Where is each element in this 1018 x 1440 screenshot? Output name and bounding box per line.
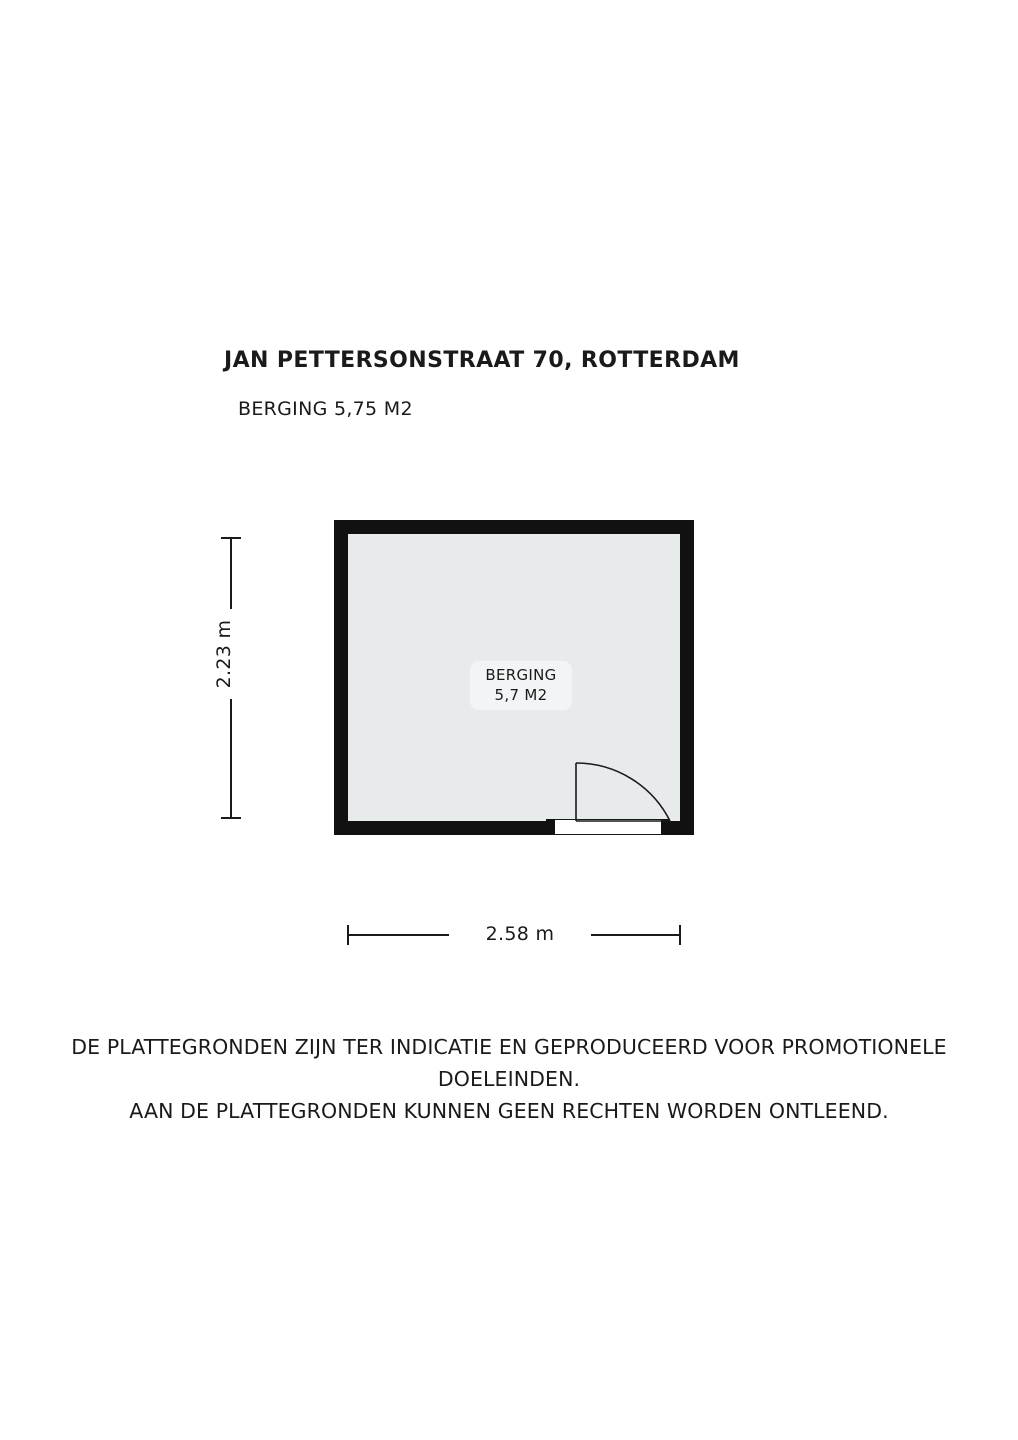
dimension-width-cap-right (679, 925, 681, 945)
dimension-height-cap-bottom (221, 817, 241, 819)
disclaimer (0, 1032, 1018, 1127)
room-area: 5,7 M2 (494, 686, 548, 705)
room-label-berging (470, 661, 572, 710)
dimension-height (213, 528, 246, 828)
disclaimer-line-1: DE PLATTEGRONDEN ZIJN TER INDICATIE EN GEPRODUCEERD VOOR PROMOTIONELE DOELEINDEN. (71, 1035, 947, 1091)
page-subtitle: BERGING 5,75 M2 (238, 398, 413, 420)
disclaimer-line-2: AAN DE PLATTEGRONDEN KUNNEN GEEN RECHTEN WORDEN ONTLEEND. (129, 1098, 889, 1123)
page-title: JAN PETTERSONSTRAAT 70, ROTTERDAM (224, 348, 740, 373)
dimension-width (344, 920, 684, 950)
door-jamb-left (546, 819, 555, 835)
dimension-width-label: 2.58 m (449, 923, 591, 945)
door-swing-icon (556, 757, 676, 827)
dimension-height-label: 2.23 m (210, 609, 238, 699)
room-name: BERGING (485, 666, 557, 684)
